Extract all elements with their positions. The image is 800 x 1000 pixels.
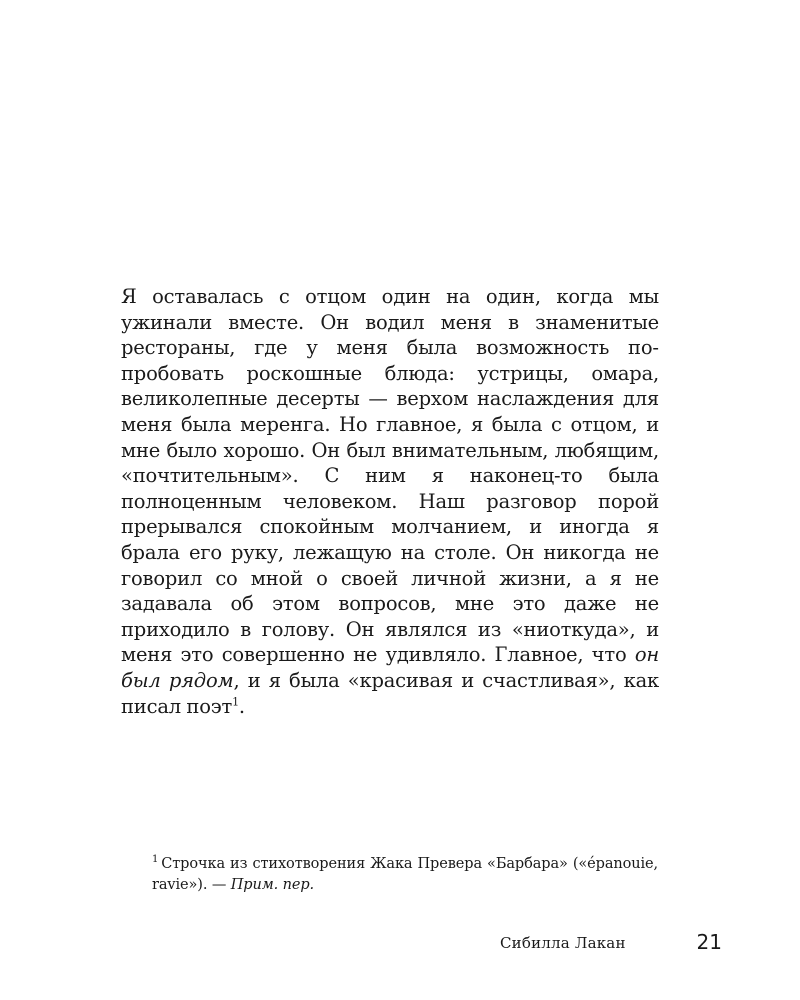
footnote-marker: 1 xyxy=(152,854,159,866)
footer-author: Сибилла Лакан xyxy=(500,934,626,952)
footnote-translator-note: Прим. пер. xyxy=(230,877,315,893)
running-footer xyxy=(500,932,722,958)
paragraph-text-part-1: Я оставалась с отцом один на один, когда мы ужинали вместе. Он водил меня в знаменитые рестораны, где у меня была возможность попробовать роскошные блюда: устрицы, омара, великолепные десерты — верхом наслаждения для меня была меренга. Но главное, я была с отцом, и мне было хорошо. Он был внимательным, любящим, «почтительным». С ним я наконец-то была полноценным человеком. Наш разговор порой прерывался спокойным молчанием, и иногда я брала его руку, лежащую на столе. Он никогда не говорил со мной о своей личной жизни, а я не задавала об этом вопросов, мне это даже не приходило в голову. Он являлся из «ниоткуда», и меня это совершенно не удивляло. Главное, что xyxy=(121,285,659,667)
page-number: 21 xyxy=(696,930,722,954)
paragraph-text-part-2: , и я была «красивая и счастливая», как писал поэт xyxy=(121,668,659,718)
paragraph-italic-phrase: он был рядом xyxy=(121,643,659,692)
footnote-text: Строчка из стихотворения Жака Превера «Барбара» («épanouie, ravie»). — xyxy=(152,856,658,893)
main-paragraph: Я оставалась с отцом один на один, когда мы ужинали вместе. Он водил меня в знаменитые рестораны, где у меня была возможность попробовать роскошные блюда: устрицы, омара, великолепные десерты — верхом наслаждения для меня была меренга. Но главное, я была с отцом, и мне было хорошо. Он был внимательным, любящим, «почтительным». С ним я наконец-то была полноценным человеком. Наш разговор порой прерывался спокойным молчанием, и иногда я брала его руку, лежащую на столе. Он никогда не говорил со мной о своей личной жизни, а я не задавала об этом вопросов, мне это даже не приходило в голову. Он являлся из «ниоткуда», и меня это совершенно не удивляло. Главное, что он был рядом, и я была «красивая и счастливая», как писал поэт$^1$. xyxy=(121,285,659,718)
footnote-reference[interactable]: 1 xyxy=(232,695,239,708)
footnote xyxy=(152,854,658,896)
